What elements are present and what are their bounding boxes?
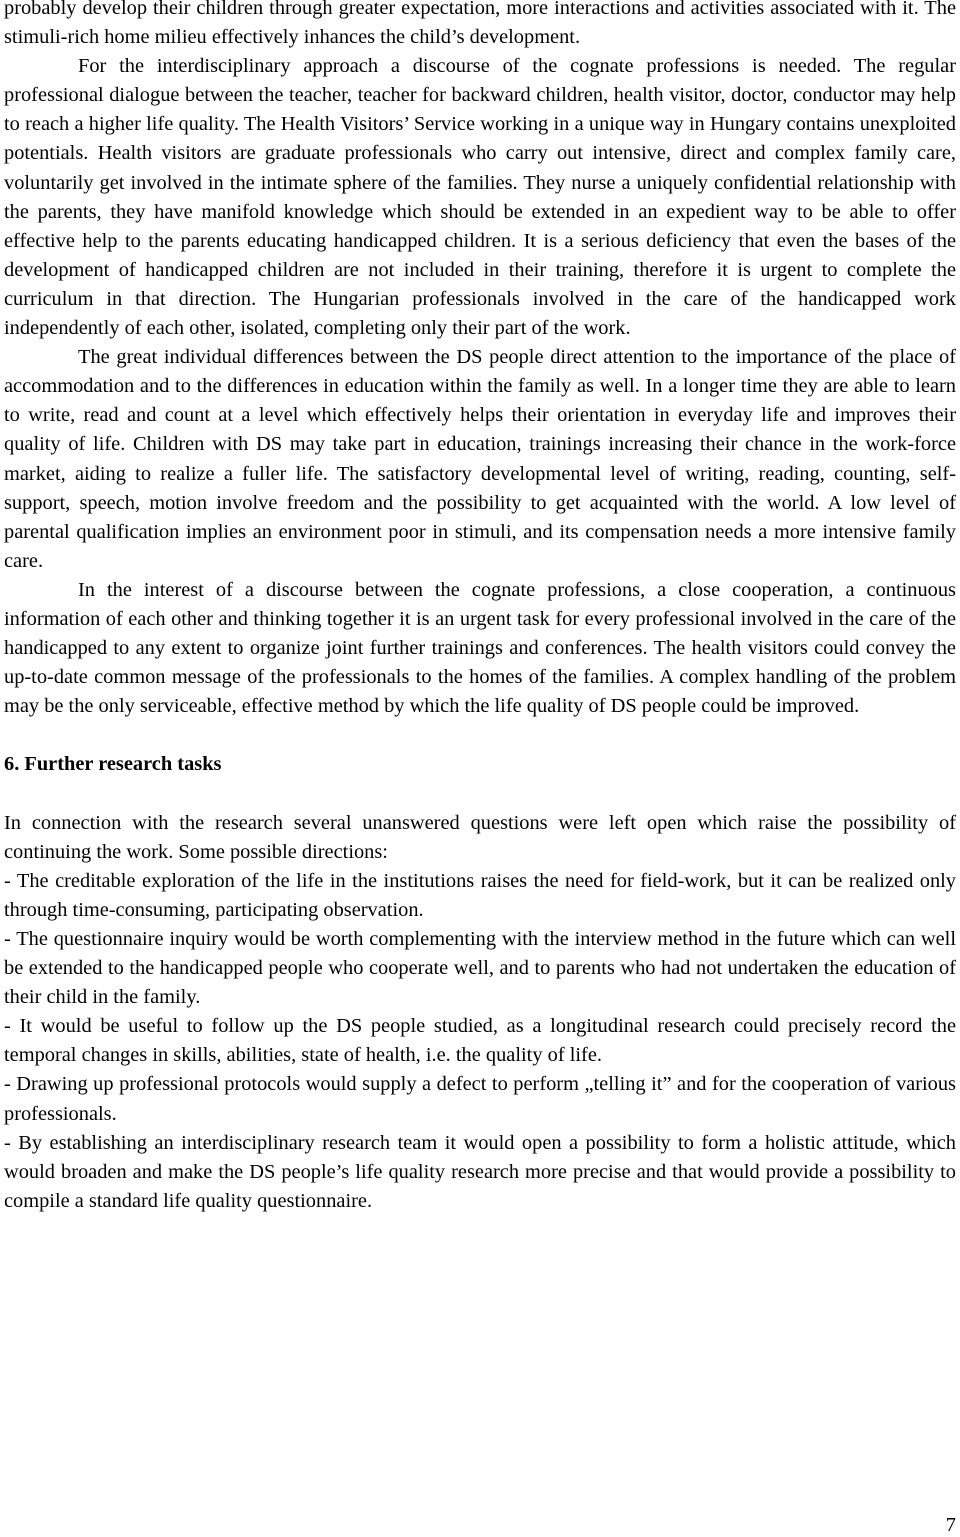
paragraph-cognate-professions: In the interest of a discourse between the cognate professions, a close cooperation, a continuous information of each other and thinking together it is an urgent task for every professional involved in the care of the handicapped to any extent to organize joint further trainings and conferences. The health visitors could convey the up-to-date common message of the professionals to the homes of the families. A complex handling of the problem may be the only serviceable, effective method by which the life quality of DS people could be improved. bbox=[4, 578, 956, 718]
list-item: - The creditable exploration of the life in the institutions raises the need for field-work, but it can be realized only through time-consuming, participating observation. bbox=[4, 869, 956, 921]
spacer bbox=[4, 780, 956, 809]
spacer bbox=[4, 721, 956, 750]
list-item: - The questionnaire inquiry would be worth complementing with the interview method in the future which can well be extended to the handicapped people who cooperate well, and to parents who had not undertaken the education of their child in the family. bbox=[4, 928, 956, 1009]
paragraph-individual-differences: The great individual differences between the DS people direct attention to the importance of the place of accommodation and to the differences in education within the family as well. In a longer time they are able to learn to write, read and count at a level which effectively helps their orientation in everyday life and improves their quality of life. Children with DS may take part in education, trainings increasing their chance in the work-force market, aiding to realize a fuller life. The satisfactory developmental level of writing, reading, counting, self-support, speech, motion involve freedom and the possibility to get acquainted with the world. A low level of parental qualification implies an environment poor in stimuli, and its compensation needs a more intensive family care. bbox=[4, 346, 956, 572]
document-body bbox=[4, 0, 956, 1216]
paragraph-interdisciplinary: For the interdisciplinary approach a discourse of the cognate professions is needed. The regular professional dialogue between the teacher, teacher for backward children, health visitor, doctor, conductor may help to reach a higher life quality. The Health Visitors’ Service working in a unique way in Hungary contains unexploited potentials. Health visitors are graduate professionals who carry out intensive, direct and complex family care, voluntarily get involved in the intimate sphere of the families. They nurse a uniquely confidential relationship with the parents, they have manifold knowledge which should be extended in an expedient way to be able to offer effective help to the parents educating handicapped children. It is a serious deficiency that even the bases of the development of handicapped children are not included in their training, therefore it is urgent to complete the curriculum in that direction. The Hungarian professionals involved in the care of the handicapped work independently of each other, isolated, completing only their part of the work. bbox=[4, 55, 956, 340]
list-item: - It would be useful to follow up the DS people studied, as a longitudinal research could precisely record the temporal changes in skills, abilities, state of health, i.e. the quality of life. bbox=[4, 1015, 956, 1067]
list-item: - Drawing up professional protocols would supply a defect to perform „telling it” and for the cooperation of various professionals. bbox=[4, 1073, 956, 1125]
paragraph-research-intro: In connection with the research several unanswered questions were left open which raise the possibility of continuing the work. Some possible directions: bbox=[4, 811, 956, 863]
paragraph-continuation: probably develop their children through greater expectation, more interactions and activities associated with it. The stimuli-rich home milieu effectively inhances the child’s development. bbox=[4, 0, 956, 49]
list-item: - By establishing an interdisciplinary research team it would open a possibility to form a holistic attitude, which would broaden and make the DS people’s life quality research more precise and that would provide a possibility to compile a standard life quality questionnaire. bbox=[4, 1131, 956, 1212]
section-heading: 6. Further research tasks bbox=[4, 753, 222, 776]
page-number: 7 bbox=[945, 1514, 956, 1536]
